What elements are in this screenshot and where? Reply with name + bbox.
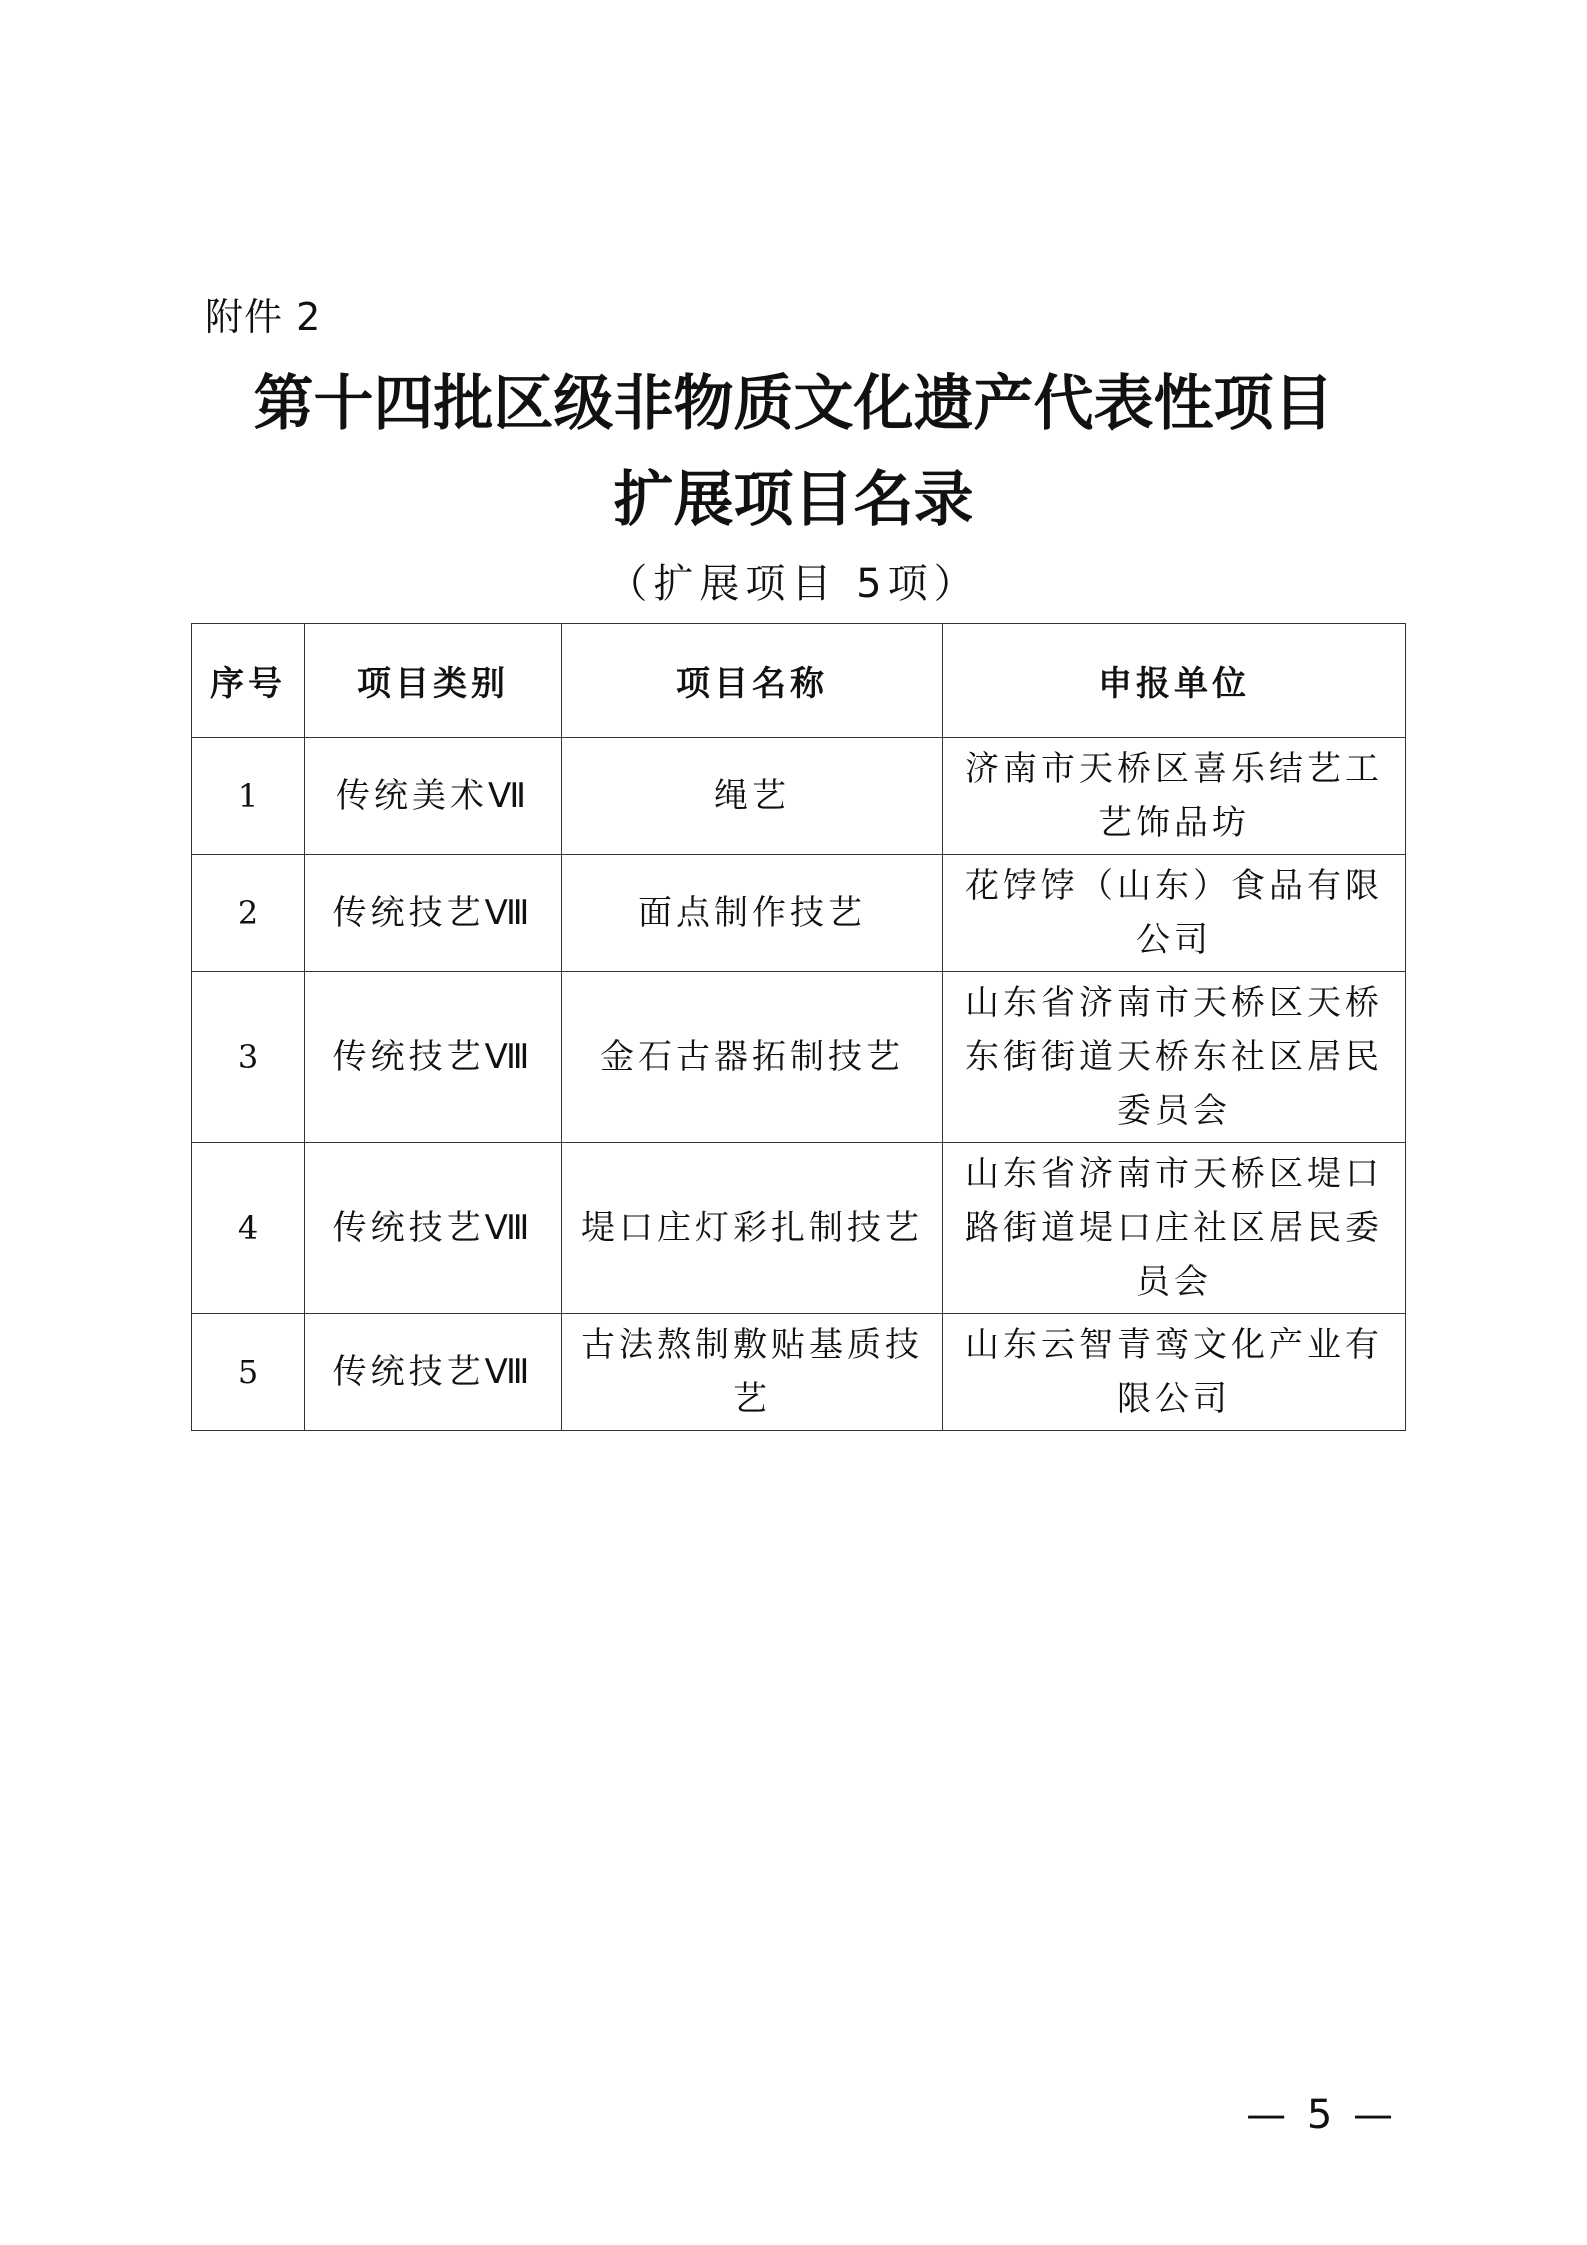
table-header-row: [192, 624, 1406, 738]
cell-unit: 花饽饽（山东）食品有限公司: [943, 855, 1406, 972]
page-number: — 5 —: [1246, 2092, 1397, 2138]
cell-name: 古法熬制敷贴基质技艺: [562, 1314, 943, 1431]
cell-name: 堤口庄灯彩扎制技艺: [562, 1143, 943, 1314]
cell-name: 金石古器拓制技艺: [562, 972, 943, 1143]
cell-category: 传统技艺Ⅷ: [305, 1143, 562, 1314]
cell-category: 传统技艺Ⅷ: [305, 855, 562, 972]
cell-index: 5: [192, 1314, 305, 1431]
cell-unit: 山东省济南市天桥区天桥东街街道天桥东社区居民委员会: [943, 972, 1406, 1143]
cell-category: 传统技艺Ⅷ: [305, 1314, 562, 1431]
document-subtitle: （扩展项目 5项）: [607, 561, 980, 607]
cell-category: 传统技艺Ⅷ: [305, 972, 562, 1143]
cell-index: 1: [192, 738, 305, 855]
header-unit: 申报单位: [943, 624, 1406, 738]
table-row: [192, 738, 1406, 855]
table-row: [192, 1314, 1406, 1431]
cell-name: 绳艺: [562, 738, 943, 855]
header-index: 序号: [192, 624, 305, 738]
cell-category: 传统美术Ⅶ: [305, 738, 562, 855]
attachment-label: 附件 2: [205, 295, 322, 339]
document-title-line1: 第十四批区级非物质文化遗产代表性项目: [253, 369, 1334, 439]
cell-name: 面点制作技艺: [562, 855, 943, 972]
cell-unit: 山东云智青鸾文化产业有限公司: [943, 1314, 1406, 1431]
document-title-line2: 扩展项目名录: [613, 465, 974, 535]
table-row: [192, 972, 1406, 1143]
cell-index: 2: [192, 855, 305, 972]
table-row: [192, 1143, 1406, 1314]
cell-unit: 山东省济南市天桥区堤口路街道堤口庄社区居民委员会: [943, 1143, 1406, 1314]
cell-unit: 济南市天桥区喜乐结艺工艺饰品坊: [943, 738, 1406, 855]
project-list-table: [191, 623, 1406, 1431]
header-category: 项目类别: [305, 624, 562, 738]
header-name: 项目名称: [562, 624, 943, 738]
table-row: [192, 855, 1406, 972]
cell-index: 3: [192, 972, 305, 1143]
cell-index: 4: [192, 1143, 305, 1314]
